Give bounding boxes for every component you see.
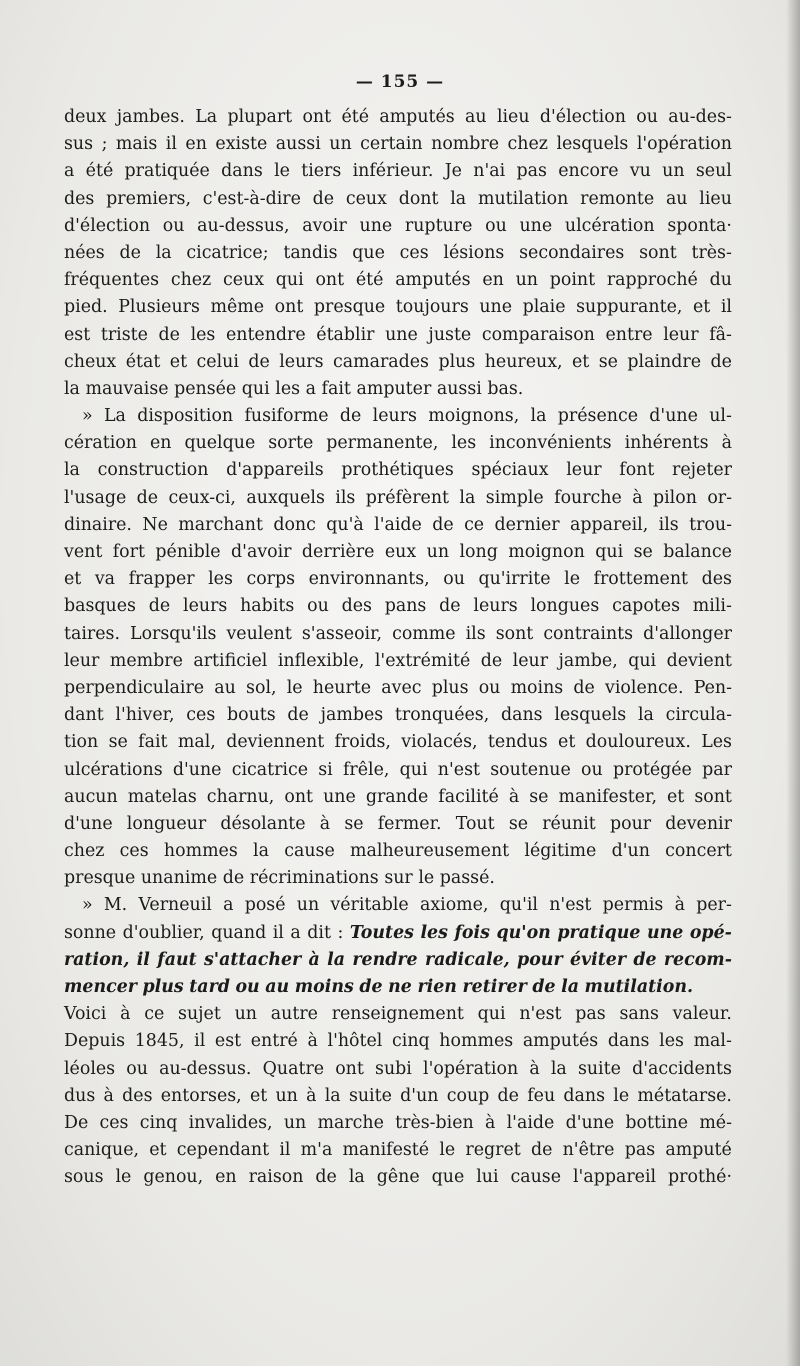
text-line: aucun matelas charnu, ont une grande facilité à se manifester, et sont [64,786,732,807]
text-line: dus à des entorses, et un à la suite d'un coup de feu dans le métatarse. [64,1085,732,1106]
text-line: dant l'hiver, ces bouts de jambes tronquées, dans lesquels la circula- [64,705,732,726]
text-line: sous le genou, en raison de la gêne que lui cause l'appareil prothé· [64,1167,732,1188]
text-line: taires. Lorsqu'ils veulent s'asseoir, comme ils sont contraints d'allonger [64,623,732,644]
text-line: tion se fait mal, deviennent froids, violacés, tendus et douloureux. Les [64,732,732,753]
text-line: d'élection ou au-dessus, avoir une rupture ou une ulcération sponta· [64,215,732,236]
text-line: vent fort pénible d'avoir derrière eux un long moignon qui se balance [64,542,732,562]
text-line: d'une longueur désolante à se fermer. Tout se réunit pour devenir [64,813,732,834]
text-line: sus ; mais il en existe aussi un certain nombre chez lesquels l'opération [64,134,732,155]
text-line: perpendiculaire au sol, le heurte avec plus ou moins de violence. Pen- [64,677,732,698]
text-line: deux jambes. La plupart ont été amputés au lieu d'élection ou au-des- [64,107,732,127]
text-line: De ces cinq invalides, un marche très-bien à l'aide d'une bottine mé- [64,1112,732,1133]
text-line: sonne d'oublier, quand il a dit : Toutes les fois qu'on pratique une opé- [64,922,732,943]
text-line: Depuis 1845, il est entré à l'hôtel cinq hommes amputés dans les mal- [64,1031,732,1052]
text-line: dinaire. Ne marchant donc qu'à l'aide de ce dernier appareil, ils trou- [64,514,732,535]
text-line: » La disposition fusiforme de leurs moignons, la présence d'une ul- [82,406,732,427]
text-line: leur membre artificiel inflexible, l'extrémité de leur jambe, qui devient [64,650,732,671]
text-line: presque unanime de récriminations sur le passé. [64,868,495,889]
text-line: et va frapper les corps environnants, ou qu'irrite le frottement des [64,569,732,590]
text-line: mencer plus tard ou au moins de ne rien retirer de la mutilation. [64,977,694,997]
text-line: a été pratiquée dans le tiers inférieur. Je n'ai pas encore vu un seul [64,161,732,182]
text-line: Voici à ce sujet un autre renseignement qui n'est pas sans valeur. [64,1004,732,1025]
text-line: l'usage de ceux-ci, auxquels ils préfèrent la simple fourche à pilon or- [64,487,732,508]
text-line: la construction d'appareils prothétiques spéciaux leur font rejeter [64,460,732,481]
text-line: pied. Plusieurs même ont presque toujours une plaie suppurante, et il [64,297,732,318]
text-line: nées de la cicatrice; tandis que ces lésions secondaires sont très- [64,242,732,263]
page-number: — 155 — [355,72,445,92]
page-edge-shadow [786,0,800,1366]
text-line: basques de leurs habits ou des pans de leurs longues capotes mili- [64,596,732,617]
text-line: fréquentes chez ceux qui ont été amputés en un point rapproché du [64,270,732,291]
text-line: » M. Verneuil a posé un véritable axiome, qu'il n'est permis à per- [82,895,732,916]
text-line: chez ces hommes la cause malheureusement légitime d'un concert [64,841,732,862]
text-line: ulcérations d'une cicatrice si frêle, qui n'est soutenue ou protégée par [64,759,732,780]
text-line: cheux état et celui de leurs camarades plus heureux, et se plaindre de [64,351,732,372]
text-line: cération en quelque sorte permanente, les inconvénients inhérents à [64,433,732,454]
text-line: ration, il faut s'attacher à la rendre radicale, pour éviter de recom- [64,949,732,970]
body-text [64,104,732,1192]
text-line: est triste de les entendre établir une juste comparaison entre leur fâ- [64,324,732,345]
text-line: canique, et cependant il m'a manifesté le regret de n'être pas amputé [64,1140,732,1161]
text-line: des premiers, c'est-à-dire de ceux dont la mutilation remonte au lieu [64,188,732,209]
text-line: léoles ou au-dessus. Quatre ont subi l'opération à la suite d'accidents [64,1058,732,1079]
text-line: la mauvaise pensée qui les a fait amputer aussi bas. [64,378,524,399]
